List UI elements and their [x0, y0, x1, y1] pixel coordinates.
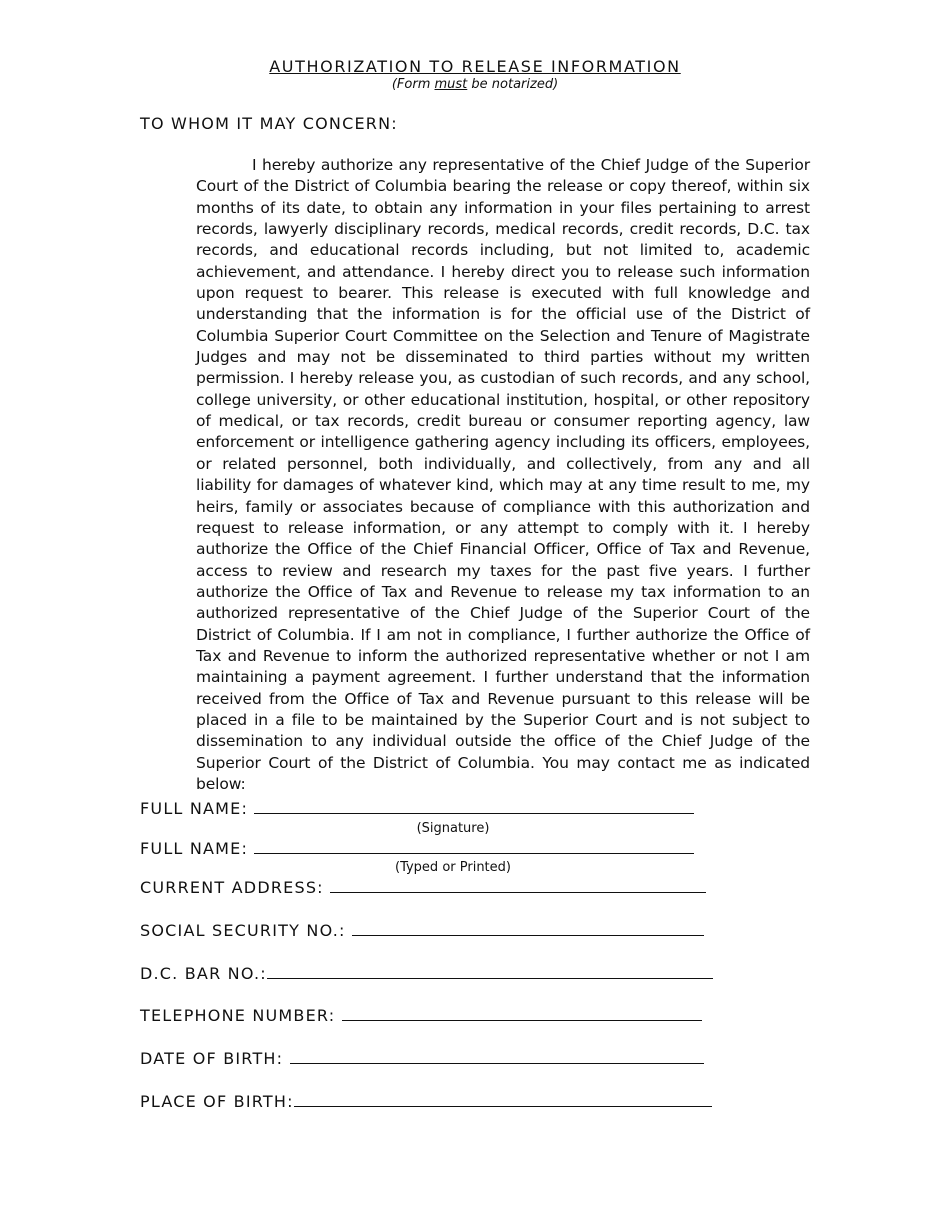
place-of-birth-field[interactable]	[140, 1092, 712, 1112]
signature-caption: (Signature)	[416, 821, 490, 836]
full-name-signature-line[interactable]	[254, 799, 694, 814]
full-name-typed-label: FULL NAME:	[140, 839, 255, 858]
dc-bar-label: D.C. BAR NO.:	[140, 964, 267, 983]
dc-bar-field[interactable]	[140, 964, 713, 984]
typed-caption: (Typed or Printed)	[395, 860, 511, 875]
telephone-label: TELEPHONE NUMBER:	[140, 1006, 342, 1025]
date-of-birth-line[interactable]	[290, 1049, 704, 1064]
full-name-typed-line[interactable]	[254, 839, 694, 854]
social-security-field[interactable]	[140, 921, 704, 941]
subtitle-emphasis: must	[434, 77, 468, 92]
current-address-label: CURRENT ADDRESS:	[140, 878, 331, 897]
place-of-birth-label: PLACE OF BIRTH:	[140, 1092, 294, 1111]
date-of-birth-field[interactable]	[140, 1049, 704, 1069]
form-subtitle	[0, 77, 950, 93]
place-of-birth-line[interactable]	[294, 1092, 712, 1107]
dc-bar-line[interactable]	[267, 964, 713, 979]
form-title: AUTHORIZATION TO RELEASE INFORMATION	[269, 57, 681, 76]
authorization-body: I hereby authorize any representative of the Chief Judge of the Superior Court of the District of Columbia bearing the release or copy thereof, within six months of its date, to obtain any information in your files pertaining to arrest records, lawyerly disciplinary records, medical records, credit records, D.C. tax records, and educational records including, but not limited to, academic achievement, and attendance. I hereby direct you to release such information upon request to bearer. This release is executed with full knowledge and understanding that the information is for the official use of the District of Columbia Superior Court Committee on the Selection and Tenure of Magistrate Judges and may not be disseminated to third parties without my written permission. I hereby release you, as custodian of such records, and any school, college university, or other educational institution, hospital, or other repository of medical, or tax records, credit bureau or consumer reporting agency, law enforcement or intelligence gathering agency including its officers, employees, or related personnel, both individually, and collectively, from any and all liability for damages of whatever kind, which may at any time result to me, my heirs, family or associates because of compliance with this authorization and request to release information, or any attempt to comply with it. I hereby authorize the Office of the Chief Financial Officer, Office of Tax and Revenue, access to review and research my taxes for the past five years. I further authorize the Office of Tax and Revenue to release my tax information to an authorized representative of the Chief Judge of the Superior Court of the District of Columbia. If I am not in compliance, I further authorize the Office of Tax and Revenue to inform the authorized representative whether or not I am maintaining a payment agreement. I further understand that the information received from the Office of Tax and Revenue pursuant to this release will be placed in a file to be maintained by the Superior Court and is not subject to dissemination to any individual outside the office of the Chief Judge of the Superior Court of the District of Columbia. You may contact me as indicated below:	[196, 156, 810, 793]
subtitle-prefix: (Form	[391, 77, 435, 92]
social-security-line[interactable]	[352, 921, 704, 936]
subtitle-suffix: be notarized)	[467, 77, 559, 92]
full-name-signature-label: FULL NAME:	[140, 799, 255, 818]
telephone-line[interactable]	[342, 1006, 702, 1021]
telephone-field[interactable]	[140, 1006, 702, 1026]
full-name-signature-field[interactable]	[140, 799, 694, 819]
current-address-field[interactable]	[140, 878, 706, 898]
full-name-typed-field[interactable]	[140, 839, 694, 859]
salutation: TO WHOM IT MAY CONCERN:	[140, 114, 398, 133]
current-address-line[interactable]	[330, 878, 706, 893]
date-of-birth-label: DATE OF BIRTH:	[140, 1049, 290, 1068]
social-security-label: SOCIAL SECURITY NO.:	[140, 921, 352, 940]
